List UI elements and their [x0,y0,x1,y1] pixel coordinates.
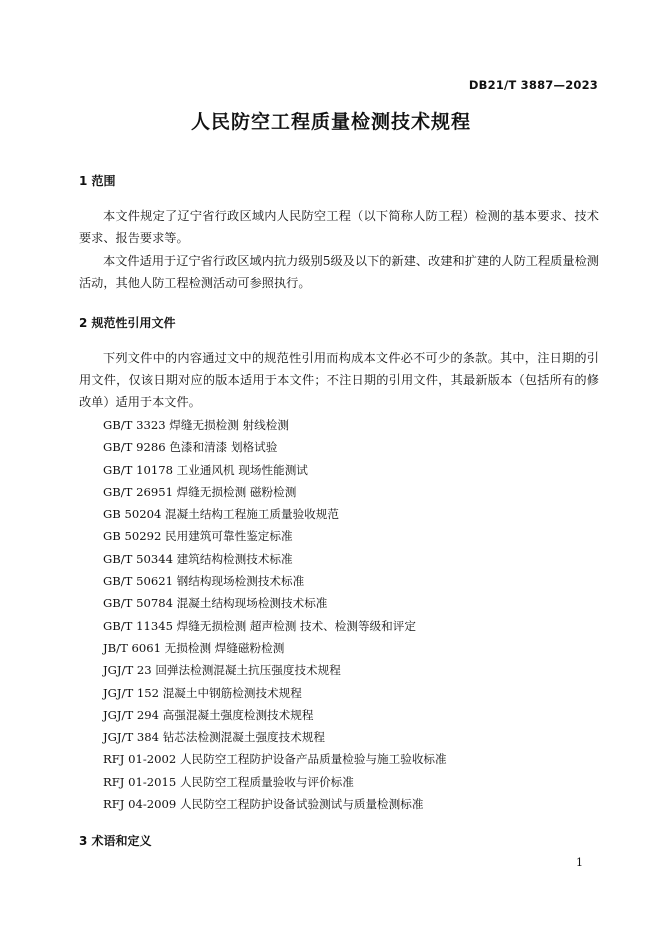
reference-item: GB/T 26951 焊缝无损检测 磁粉检测 [103,484,297,499]
reference-item: JGJ/T 23 回弹法检测混凝土抗压强度技术规程 [103,663,341,678]
reference-item: JGJ/T 152 混凝土中钢筋检测技术规程 [103,685,302,700]
reference-item: JB/T 6061 无损检测 焊缝磁粉检测 [103,640,285,655]
reference-item: GB/T 11345 焊缝无损检测 超声检测 技术、检测等级和评定 [103,618,416,633]
reference-item: RFJ 04-2009 人民防空工程防护设备试验测试与质量检测标准 [103,797,424,812]
page-number: 1 [576,856,583,869]
reference-item: GB/T 3323 焊缝无损检测 射线检测 [103,418,289,432]
scope-paragraph-1: 本文件规定了辽宁省行政区域内人民防空工程（以下简称人防工程）检测的基本要求、技术要求、报告要求等。 [79,209,599,245]
section-heading-scope: 1 范围 [79,174,116,188]
reference-item: GB 50292 民用建筑可靠性鉴定标准 [103,529,293,544]
document-title: 人民防空工程质量检测技术规程 [190,111,471,133]
scope-paragraph-2: 本文件适用于辽宁省行政区域内抗力级别5级及以下的新建、改建和扩建的人防工程质量检测活动，其他人防工程检测活动可参照执行。 [79,254,599,290]
reference-item: JGJ/T 384 钻芯法检测混凝土强度技术规程 [103,730,326,745]
reference-item: RFJ 01-2015 人民防空工程质量验收与评价标准 [103,774,354,789]
reference-item: RFJ 01-2002 人民防空工程防护设备产品质量检验与施工验收标准 [103,752,447,767]
reference-item: GB/T 10178 工业通风机 现场性能测试 [103,462,308,477]
reference-item: GB/T 50784 混凝土结构现场检测技术标准 [103,596,328,611]
section-heading-normative-references: 2 规范性引用文件 [79,316,176,330]
document-code: DB21/T 3887—2023 [468,78,598,92]
reference-item: GB/T 9286 色漆和清漆 划格试验 [103,440,278,455]
section-heading-terms: 3 术语和定义 [79,834,152,848]
reference-item: GB/T 50344 建筑结构检测技术标准 [103,551,293,566]
reference-item: GB 50204 混凝土结构工程施工质量验收规范 [103,507,339,522]
reference-list [103,414,447,815]
reference-item: JGJ/T 294 高强混凝土强度检测技术规程 [103,707,314,722]
normative-references-intro: 下列文件中的内容通过文中的规范性引用而构成本文件必不可少的条款。其中，注日期的引用文件，仅该日期对应的版本适用于本文件；不注日期的引用文件，其最新版本（包括所有的修改单）适用于本文件。 [79,351,599,409]
reference-item: GB/T 50621 钢结构现场检测技术标准 [103,574,305,589]
